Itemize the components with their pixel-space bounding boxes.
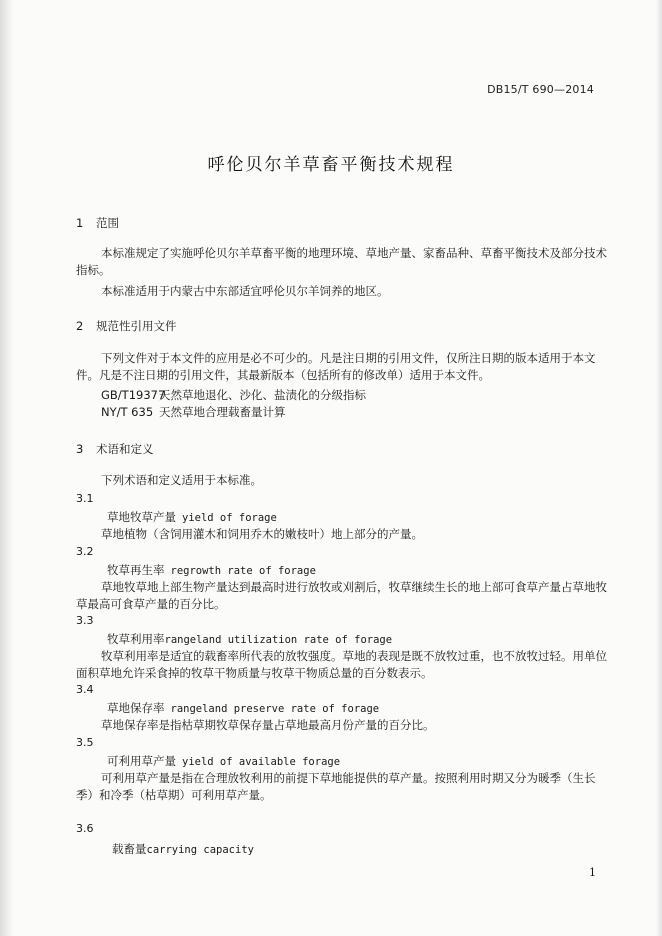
scan-shadow-left — [0, 0, 14, 936]
term-heading — [107, 562, 316, 578]
term-heading — [107, 509, 277, 525]
term-number: 3.4 — [76, 683, 94, 696]
term-name-zh: 草地牧草产量 — [107, 510, 176, 524]
section-title: 规范性引用文件 — [96, 319, 177, 333]
term-definition: 草地牧草地上部生物产量达到最高时进行放牧或刈割后，牧草继续生长的地上部可食草产量占草地牧草最高可食草产量的百分比。 — [76, 580, 607, 611]
term-name-zh: 牧草利用率 — [107, 632, 165, 646]
term-name-en: regrowth rate of forage — [170, 565, 316, 577]
term-number: 3.1 — [76, 492, 94, 505]
document-title: 呼伦贝尔羊草畜平衡技术规程 — [207, 155, 455, 175]
reference-title: 天然草地退化、沙化、盐渍化的分级指标 — [159, 388, 366, 402]
section-title: 术语和定义 — [96, 442, 154, 456]
normative-reference — [76, 404, 633, 421]
section-1-paragraph-2: 本标准适用于内蒙古中东部适宜呼伦贝尔羊饲养的地区。 — [101, 284, 389, 298]
page-number: 1 — [589, 866, 596, 879]
term-definition: 可利用草产量是指在合理放牧利用的前提下草地能提供的草产量。按照利用时期又分为暖季（生长季）和冷季（枯草期）可利用草产量。 — [76, 771, 596, 802]
term-definition: 草地植物（含饲用灌木和饲用乔木的嫩枝叶）地上部分的产量。 — [101, 527, 423, 541]
term-number: 3.3 — [76, 614, 94, 627]
section-number: 2 — [76, 319, 84, 333]
term-heading — [112, 841, 254, 857]
reference-code: GB/T19377 — [101, 388, 166, 402]
term-name-en: carrying capacity — [146, 844, 254, 856]
normative-reference — [76, 387, 633, 404]
section-number: 3 — [76, 442, 84, 456]
reference-code: NY/T 635 — [101, 405, 154, 419]
section-1-paragraph-1: 本标准规定了实施呼伦贝尔羊草畜平衡的地理环境、草地产量、家畜品种、草畜平衡技术及部分技术指标。 — [76, 246, 607, 277]
term-name-zh: 草地保存率 — [107, 701, 165, 715]
term-heading — [107, 631, 392, 647]
section-1-heading — [76, 215, 608, 232]
document-id: DB15/T 690—2014 — [487, 83, 594, 96]
term-name-zh: 可利用草产量 — [107, 754, 176, 768]
section-3-heading — [76, 441, 608, 458]
section-2-heading — [76, 318, 608, 335]
term-number: 3.6 — [76, 822, 94, 835]
term-name-zh: 载畜量 — [112, 842, 147, 856]
term-number: 3.2 — [76, 545, 94, 558]
section-number: 1 — [76, 216, 84, 230]
section-2-paragraph-1: 下列文件对于本文件的应用是必不可少的。凡是注日期的引用文件，仅所注日期的版本适用于本文件。凡是不注日期的引用文件，其最新版本（包括所有的修改单）适用于本文件。 — [76, 351, 596, 382]
term-heading — [107, 700, 379, 716]
term-name-zh: 牧草再生率 — [107, 563, 165, 577]
term-definition: 牧草利用率是适宜的载畜率所代表的放牧强度。草地的表现是既不放牧过重，也不放牧过轻。用单位面积草地允许采食掉的牧草干物质量与牧草干物质总量的百分数表示。 — [76, 649, 607, 680]
term-definition: 草地保存率是指枯草期牧草保存量占草地最高月份产量的百分比。 — [101, 718, 435, 732]
term-name-en: yield of available forage — [182, 756, 341, 768]
term-name-en: rangeland utilization rate of forage — [164, 634, 393, 646]
term-heading — [107, 753, 340, 769]
section-title: 范围 — [96, 216, 119, 230]
term-number: 3.5 — [76, 736, 94, 749]
term-name-en: rangeland preserve rate of forage — [170, 703, 380, 715]
scan-shadow-right — [656, 0, 662, 936]
section-3-paragraph-1: 下列术语和定义适用于本标准。 — [101, 473, 262, 487]
reference-title: 天然草地合理载畜量计算 — [159, 405, 286, 419]
term-name-en: yield of forage — [182, 512, 277, 524]
